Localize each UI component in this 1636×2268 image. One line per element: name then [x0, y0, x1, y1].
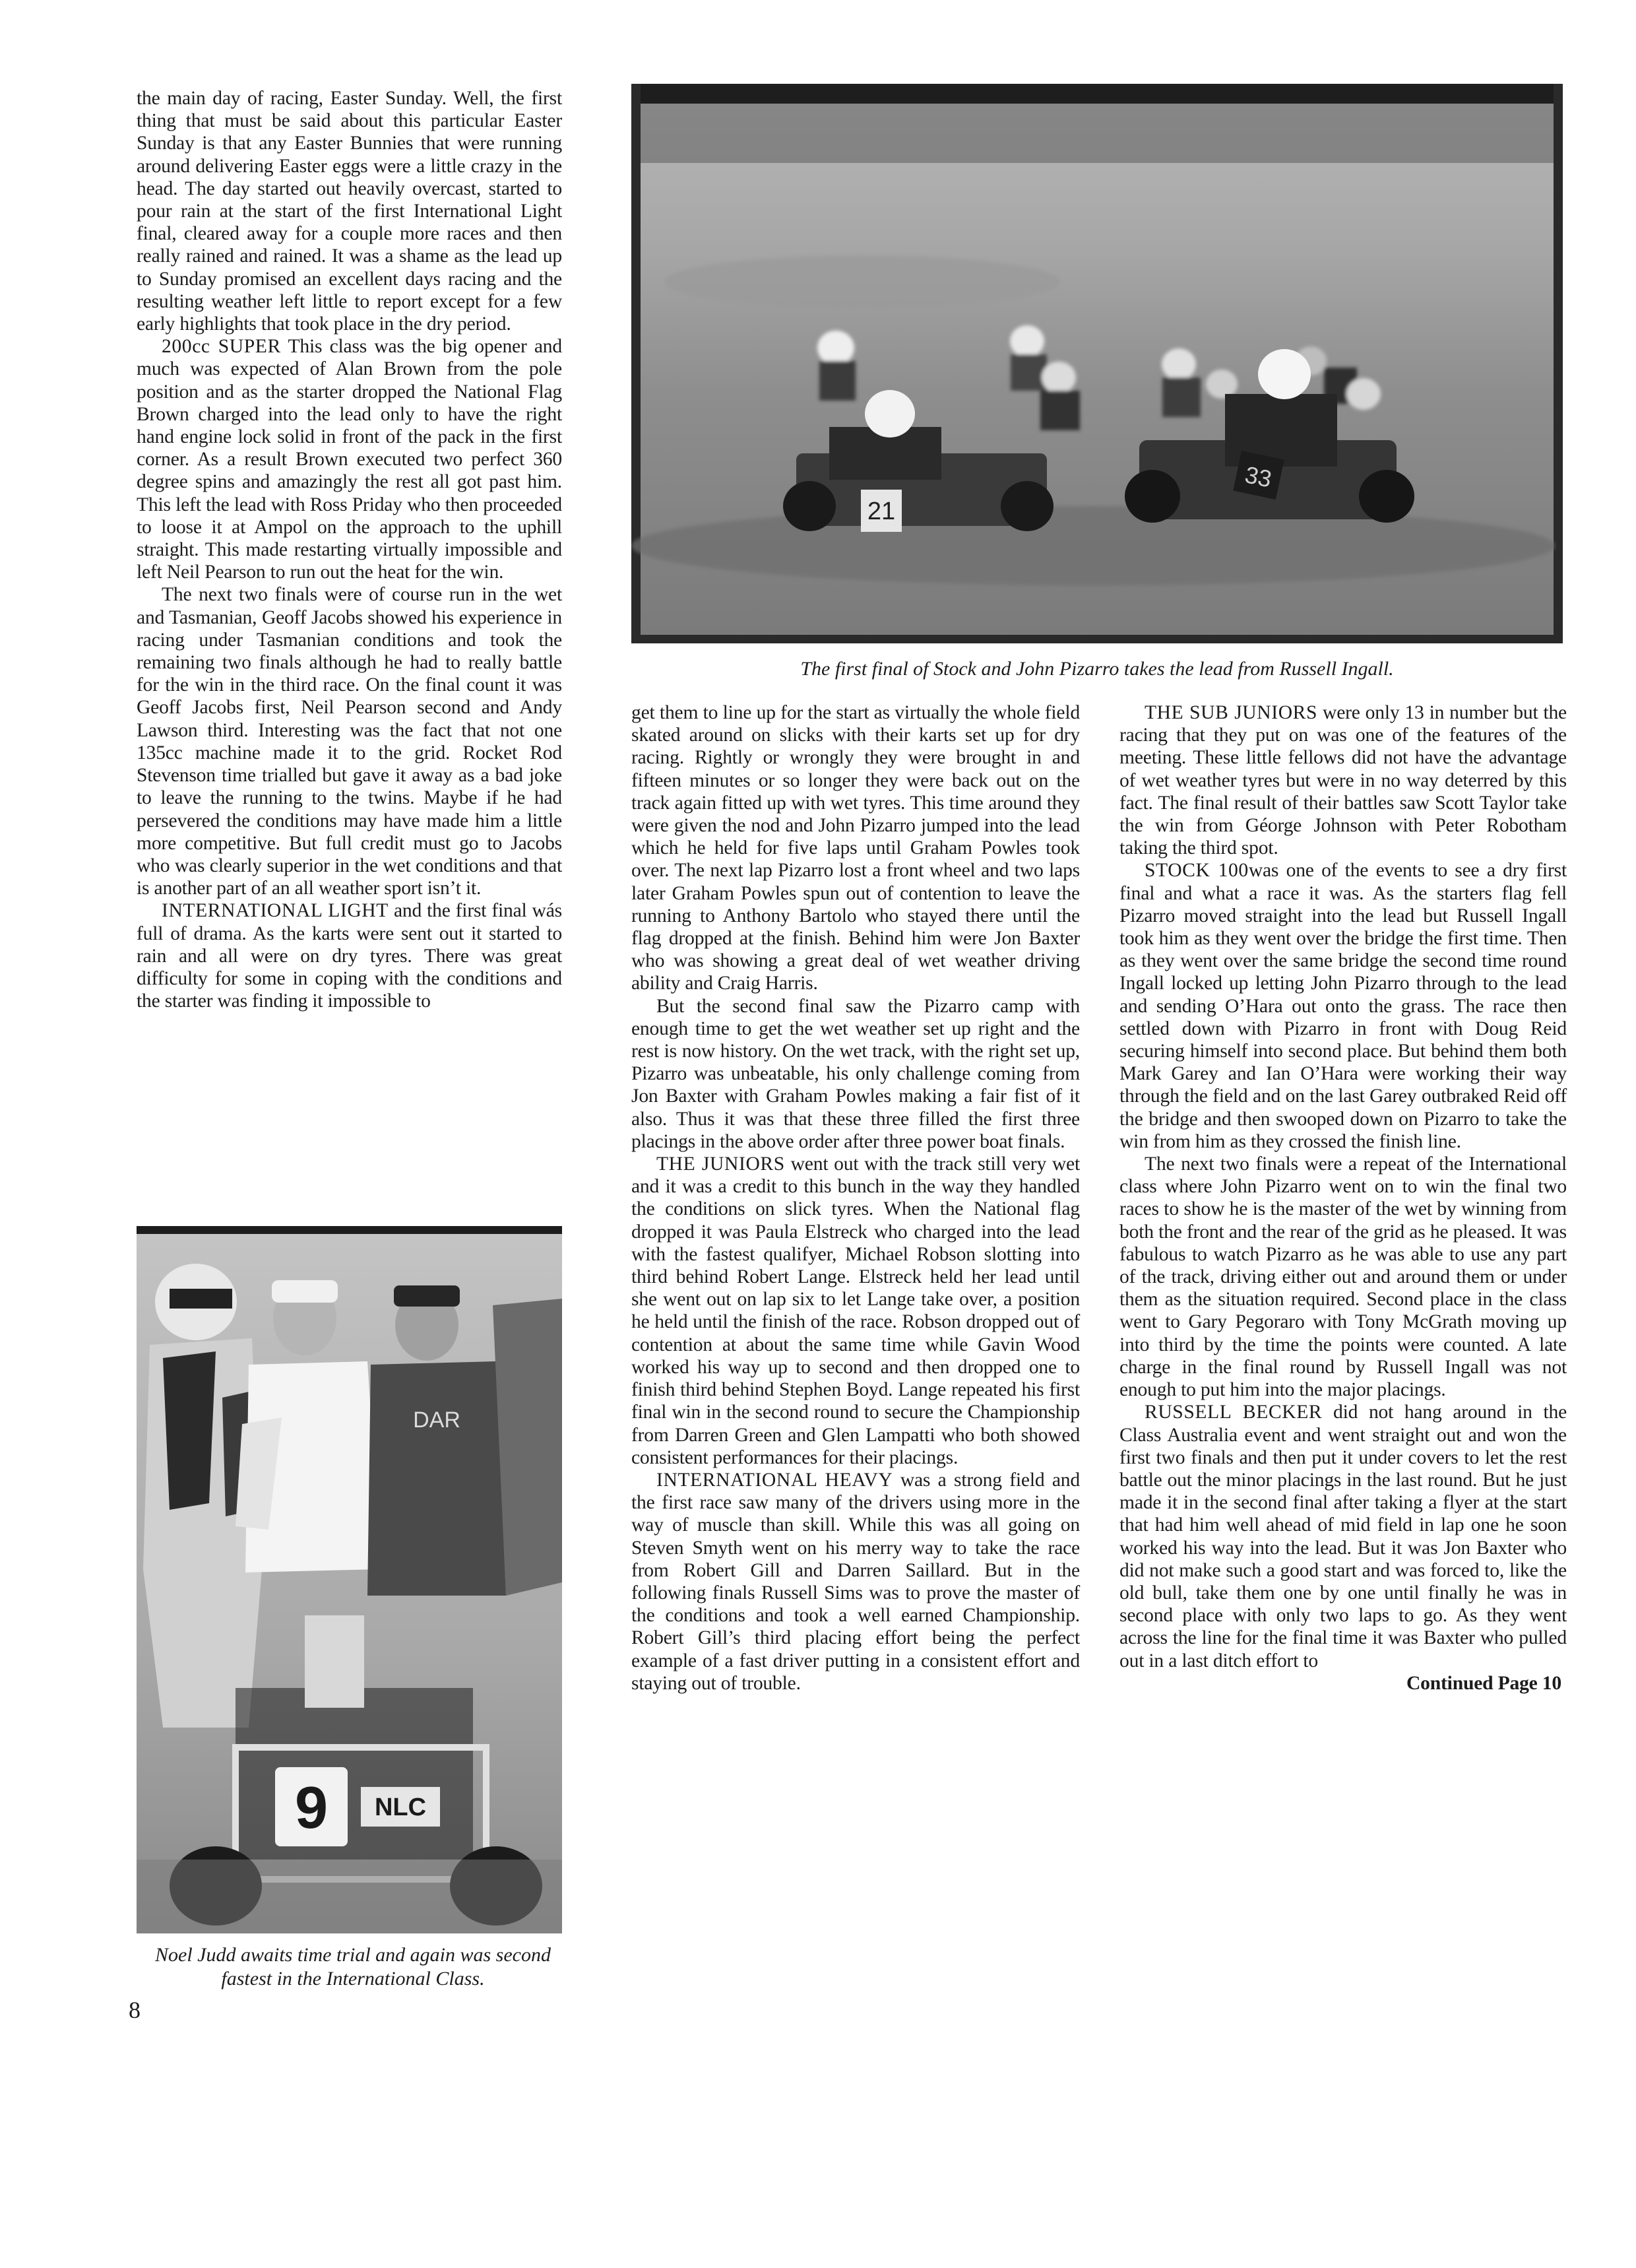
kart-number-9: 9 [294, 1775, 329, 1841]
section-heading: INTERNATIONAL LIGHT [162, 900, 389, 922]
continued-note: Continued Page 10 [1406, 1672, 1561, 1694]
kart-number-21: 21 [867, 498, 896, 525]
paragraph: 200cc SUPER This class was the big opener and much was expected of Alan Brown from the pole position and as the starter dropped the National Flag Brown charged into the lead only to have the right hand engine lock solid in front of the pack in the first corner. As a result Brown executed two perfect 360 degree spins and amazingly the rest all got past him. This left the lead with Ross Priday who then proceeded to loose it at Ampol on the approach to the uphill straight. This made restarting virtually impossible and left Neil Pearson to run out the heat for the win. [137, 336, 563, 583]
section-heading: THE SUB JUNIORS [1145, 702, 1318, 723]
karting-race-photo [631, 84, 1563, 643]
article-column-1 [137, 87, 562, 1012]
paragraph: INTERNATIONAL HEAVY was a strong field and the first race saw many of the drivers using more in the way of muscle than skill. While this was all going on Steven Smyth went on his merry way to take the race from Robert Gill and Darren Saillard. But in the following finals Russell Sims was to prove the master of the conditions and took a well earned Championship. Robert Gill’s third placing effort being the perfect example of a fast driver putting in a consistent effort and staying out of trouble. [631, 1469, 1081, 1694]
section-heading: 200cc SUPER [162, 336, 281, 358]
section-heading: RUSSELL BECKER [1145, 1402, 1323, 1423]
paragraph: RUSSELL BECKER did not hang around in the Class Australia event and went straight out and won the first two finals and then put it under covers to let the rest battle out the minor placings in the last round. But he just made it in the second final after taking a flyer at the start that had him well ahead of mid field in lap one he soon worked his way into the lead. But it was Jon Baxter who did not make such a good start and was forced to, like the old bull, take them one by one until finally he was in second place with only two laps to go. As they went across the line for the final time it was Baxter who pulled out in a last ditch effort to [1119, 1402, 1567, 1671]
paragraph: The next two finals were of course run in the wet and Tasmanian, Geoff Jacobs showed his experience in racing under Tasmanian conditions and took the remaining two finals although he had to really battle for the win in the third race. On the final count it was Geoff Jacobs first, Neil Pearson second and Andy Lawson third. Interesting was the fact that not one 135cc machine made it to the grid. Rocket Rod Stevenson time trialled but gave it away as a bad joke to leave the running to the twins. Maybe if he had persevered the conditions may have made him a little more competitive. But full credit must go to Jacobs who was clearly superior in the wet conditions and that is another part of an all weather sport isn’t it. [137, 584, 562, 899]
paragraph: the main day of racing, Easter Sunday. Well, the first thing that must be said about this particular Easter Sunday is that any Easter Bunnies that were running around delivering Easter eggs were a little crazy in the head. The day started out heavily overcast, started to pour rain at the start of the first International Light final, cleared away for a couple more races and then really rained and rained. It was a shame as the lead up to Sunday promised an excellent days racing and the resulting weather left little to report except for a few early highlights that took place in the dry period. [137, 88, 562, 335]
paragraph: THE JUNIORS went out with the track still very wet and it was a credit to this bunch in the way they handled the conditions on slick tyres. When the National flag dropped it was Paula Elstreck who charged into the lead with the fastest qualifyer, Michael Robson slotting into third behind Robert Lange. Elstreck held her lead until she went out on lap six to let Lange take over, a position he held until the finish of the race. Robson dropped out of contention at about the same time while Gavin Wood worked his way up to second and then dropped one to finish third behind Stephen Boyd. Lange repeated his first final win in the second round to secure the Championship from Darren Green and Glen Lampatti who both showed consistent performances for their placings. [631, 1153, 1080, 1468]
shirt-lettering: DAR [413, 1408, 460, 1433]
kart-number-33: 33 [1242, 461, 1274, 493]
paragraph: INTERNATIONAL LIGHT and the first final wás full of drama. As the karts were sent out it started to rain and all were on dry tyres. There was great difficulty for some in coping with the conditions and the starter was finding it impossible to [137, 900, 562, 1012]
paragraph: But the second final saw the Pizarro camp with enough time to get the wet weather set up right and the rest is now history. On the wet track, with the right set up, Pizarro was unbeatable, his only challenge coming from Jon Baxter with Graham Powles making a fair fist of it also. Thus it was that these three filled the first three placings in the above order after three power boat finals. [631, 995, 1080, 1152]
article-column-2 [631, 701, 1080, 1695]
page-number: 8 [129, 1997, 141, 2023]
paragraph: get them to line up for the start as virtually the whole field skated around on slicks with their karts set up for dry racing. Rightly or wrongly they were brought in and fifteen minutes or so longer they were back out on the track again fitted up with wet tyres. This time around they were given the nod and John Pizarro jumped into the lead which he held for five laps until Graham Powles took over. The next lap Pizarro lost a front wheel and two laps later Graham Powles spun out of contention to leave the running to Anthony Bartolo who stayed there until the flag dropped at the finish. Behind him were Jon Baxter who was showing a great deal of wet weather driving ability and Craig Harris. [631, 702, 1080, 994]
paragraph: STOCK 100was one of the events to see a dry first final and what a race it was. As the starters flag fell Pizarro moved straight into the lead but Russell Ingall took him as they went over the bridge the first time. Then as they went over the same bridge the second time round Ingall locked up letting John Pizarro through to the lead and sending O’Hara out onto the grass. The race then settled down with Pizarro in front with Doug Reid securing himself into second place. But behind them both Mark Garey and Ian O’Hara were working their way through the field and on the last Garey outbraked Reid off the bridge and then swooped down on Pizarro to take the win from him as they crossed the finish line. [1119, 860, 1567, 1152]
driver-photo [137, 1226, 562, 1933]
article-column-3 [1119, 701, 1567, 1695]
section-heading: INTERNATIONAL HEAVY [656, 1469, 893, 1491]
section-heading: THE JUNIORS [656, 1153, 785, 1175]
race-photo-image [631, 84, 1563, 643]
kart-sticker: NLC [374, 1794, 427, 1821]
bottom-photo-caption: Noel Judd awaits time trial and again was second fastest in the International Class. [155, 1944, 551, 1990]
top-photo-caption: The first final of Stock and John Pizarro takes the lead from Russell Ingall. [800, 658, 1394, 680]
section-heading: STOCK 100 [1145, 860, 1249, 882]
paragraph: The next two finals were a repeat of the International class where John Pizarro went on to win the final two races to show he is the master of the wet by winning from both the front and the rear of the grid as he pleased. It was fabulous to watch Pizarro as he was able to use any part of the track, driving either out and around them or under them as the situation required. Second place in the class went to Gary Pegoraro with Tony McGrath moving up into third by the time the points were counted. A late charge in the final round by Russell Ingall was not enough to put him into the major placings. [1119, 1153, 1567, 1401]
driver-photo-image [137, 1226, 562, 1933]
paragraph: THE SUB JUNIORS were only 13 in number but the racing that they put on was one of the features of the meeting. These little fellows did not have the advantage of wet weather tyres but were in no way deterred by this fact. The final result of their battles saw Scott Taylor take the win from Géorge Johnson with Peter Robotham taking the third spot. [1119, 702, 1567, 859]
